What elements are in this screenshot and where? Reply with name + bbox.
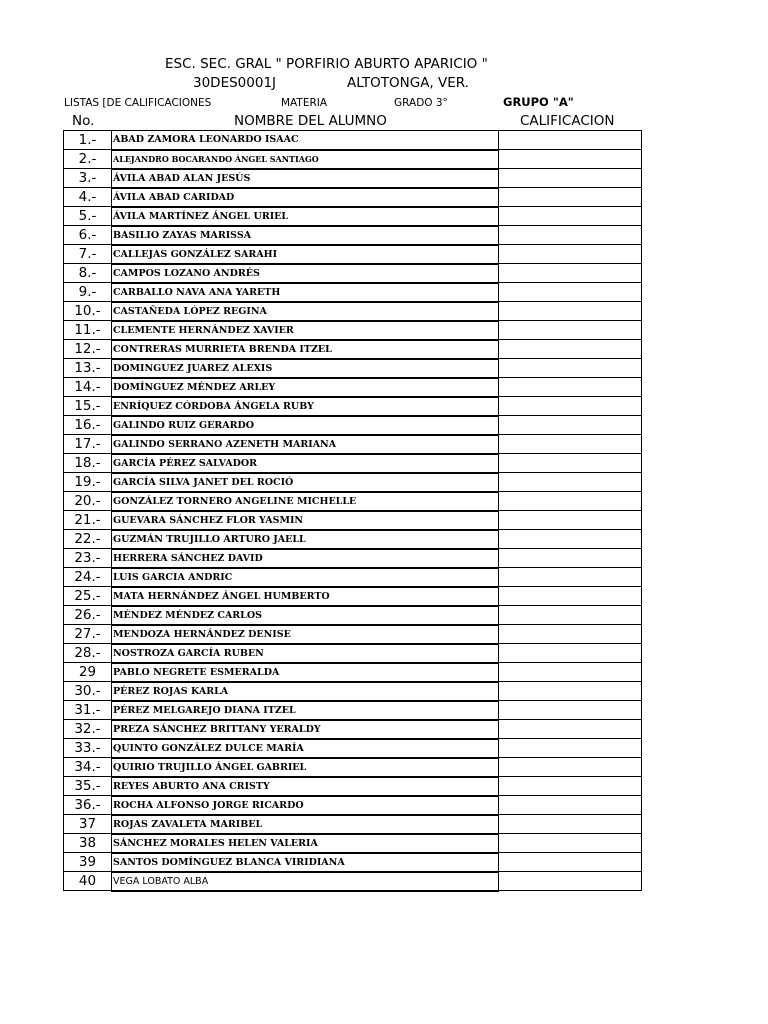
grade-cell[interactable]: [499, 530, 642, 549]
student-number: 12.-: [64, 340, 112, 359]
table-row: [64, 359, 642, 378]
subject-label: MATERIA: [281, 97, 328, 109]
student-name: PREZA SÁNCHEZ BRITTANY YERALDY: [112, 720, 499, 739]
student-number: 27.-: [64, 625, 112, 644]
table-row: [64, 758, 642, 777]
student-number: 39: [64, 853, 112, 872]
student-number: 23.-: [64, 549, 112, 568]
student-number: 2.-: [64, 150, 112, 169]
grade-cell[interactable]: [499, 207, 642, 226]
column-header-grade: CALIFICACION: [520, 113, 615, 129]
school-code: 30DES0001J: [193, 75, 277, 91]
table-row: [64, 834, 642, 853]
grade-cell[interactable]: [499, 473, 642, 492]
table-row: [64, 226, 642, 245]
school-name: ESC. SEC. GRAL " PORFIRIO ABURTO APARICIO ": [165, 56, 488, 72]
table-row: [64, 207, 642, 226]
table-row: [64, 739, 642, 758]
grade-cell[interactable]: [499, 397, 642, 416]
table-row: [64, 340, 642, 359]
student-name: CALLEJAS GONZÁLEZ SARAHI: [112, 245, 499, 264]
grade-cell[interactable]: [499, 758, 642, 777]
grade-cell[interactable]: [499, 625, 642, 644]
student-number: 5.-: [64, 207, 112, 226]
grade-cell[interactable]: [499, 796, 642, 815]
student-name: ALEJANDRO BOCARANDO ÁNGEL SANTIAGO: [112, 150, 499, 169]
student-number: 29: [64, 663, 112, 682]
grade-cell[interactable]: [499, 549, 642, 568]
grade-cell[interactable]: [499, 777, 642, 796]
student-name: ENRÍQUEZ CÓRDOBA ÁNGELA RUBY: [112, 397, 499, 416]
student-number: 4.-: [64, 188, 112, 207]
grade-cell[interactable]: [499, 701, 642, 720]
student-name: CONTRERAS MURRIETA BRENDA ITZEL: [112, 340, 499, 359]
grade-cell[interactable]: [499, 188, 642, 207]
grade-cell[interactable]: [499, 663, 642, 682]
table-row: [64, 682, 642, 701]
table-row: [64, 321, 642, 340]
grade-cell[interactable]: [499, 511, 642, 530]
student-name: PABLO NEGRETE ESMERALDA: [112, 663, 499, 682]
student-name: MÉNDEZ MÉNDEZ CARLOS: [112, 606, 499, 625]
table-row: [64, 815, 642, 834]
grade-cell[interactable]: [499, 131, 642, 150]
grade-level-label: GRADO 3°: [394, 97, 448, 109]
table-row: [64, 169, 642, 188]
table-row: [64, 568, 642, 587]
student-name: VEGA LOBATO ALBA: [112, 872, 499, 891]
grade-cell[interactable]: [499, 568, 642, 587]
student-name: ABAD ZAMORA LEONARDO ISAAC: [112, 131, 499, 150]
student-name: LUIS GARCIA ANDRIC: [112, 568, 499, 587]
grade-cell[interactable]: [499, 492, 642, 511]
school-location: ALTOTONGA, VER.: [347, 75, 469, 91]
table-row: [64, 606, 642, 625]
table-row: [64, 492, 642, 511]
student-number: 21.-: [64, 511, 112, 530]
student-number: 20.-: [64, 492, 112, 511]
student-name: ÁVILA ABAD CARIDAD: [112, 188, 499, 207]
table-row: [64, 150, 642, 169]
student-number: 6.-: [64, 226, 112, 245]
grade-cell[interactable]: [499, 416, 642, 435]
student-number: 38: [64, 834, 112, 853]
table-row: [64, 549, 642, 568]
grade-cell[interactable]: [499, 283, 642, 302]
table-row: [64, 264, 642, 283]
student-name: QUINTO GONZÁLEZ DULCE MARÍA: [112, 739, 499, 758]
group-label: GRUPO "A": [503, 95, 574, 109]
student-name: GARCÍA SILVA JANET DEL ROCIÓ: [112, 473, 499, 492]
student-name: BASILIO ZAYAS MARISSA: [112, 226, 499, 245]
column-header-name: NOMBRE DEL ALUMNO: [234, 113, 387, 129]
student-number: 16.-: [64, 416, 112, 435]
student-name: MENDOZA HERNÁNDEZ DENISE: [112, 625, 499, 644]
student-number: 13.-: [64, 359, 112, 378]
grades-table: [63, 130, 642, 892]
student-number: 24.-: [64, 568, 112, 587]
student-number: 26.-: [64, 606, 112, 625]
student-number: 7.-: [64, 245, 112, 264]
student-name: CAMPOS LOZANO ANDRÉS: [112, 264, 499, 283]
column-header-number: No.: [72, 113, 95, 129]
table-row: [64, 416, 642, 435]
table-row: [64, 853, 642, 872]
student-name: CLEMENTE HERNÁNDEZ XAVIER: [112, 321, 499, 340]
grade-cell[interactable]: [499, 872, 642, 891]
grade-cell[interactable]: [499, 169, 642, 188]
table-row: [64, 587, 642, 606]
student-name: GALINDO RUIZ GERARDO: [112, 416, 499, 435]
grade-cell[interactable]: [499, 226, 642, 245]
table-row: [64, 530, 642, 549]
grade-cell[interactable]: [499, 454, 642, 473]
student-name: ROCHA ALFONSO JORGE RICARDO: [112, 796, 499, 815]
grade-cell[interactable]: [499, 606, 642, 625]
table-row: [64, 397, 642, 416]
student-number: 3.-: [64, 169, 112, 188]
table-row: [64, 644, 642, 663]
student-number: 11.-: [64, 321, 112, 340]
student-number: 14.-: [64, 378, 112, 397]
student-name: GALINDO SERRANO AZENETH MARIANA: [112, 435, 499, 454]
grade-cell[interactable]: [499, 815, 642, 834]
grade-cell[interactable]: [499, 720, 642, 739]
student-name: SÁNCHEZ MORALES HELEN VALERIA: [112, 834, 499, 853]
grade-cell[interactable]: [499, 853, 642, 872]
student-name: QUIRIO TRUJILLO ÁNGEL GABRIEL: [112, 758, 499, 777]
student-number: 8.-: [64, 264, 112, 283]
student-number: 25.-: [64, 587, 112, 606]
student-number: 9.-: [64, 283, 112, 302]
student-name: REYES ABURTO ANA CRISTY: [112, 777, 499, 796]
student-name: GUEVARA SÁNCHEZ FLOR YASMIN: [112, 511, 499, 530]
table-row: [64, 720, 642, 739]
student-name: DOMÍNGUEZ MÉNDEZ ARLEY: [112, 378, 499, 397]
grade-cell[interactable]: [499, 340, 642, 359]
student-name: GARCÍA PÉREZ SALVADOR: [112, 454, 499, 473]
student-name: HERRERA SÁNCHEZ DAVID: [112, 549, 499, 568]
student-number: 36.-: [64, 796, 112, 815]
student-number: 33.-: [64, 739, 112, 758]
student-number: 18.-: [64, 454, 112, 473]
table-row: [64, 454, 642, 473]
grade-cell[interactable]: [499, 321, 642, 340]
grade-cell[interactable]: [499, 150, 642, 169]
student-name: CASTAÑEDA LÓPEZ REGINA: [112, 302, 499, 321]
student-number: 34.-: [64, 758, 112, 777]
student-number: 28.-: [64, 644, 112, 663]
grade-cell[interactable]: [499, 834, 642, 853]
student-name: MATA HERNÁNDEZ ÁNGEL HUMBERTO: [112, 587, 499, 606]
grade-cell[interactable]: [499, 739, 642, 758]
table-row: [64, 473, 642, 492]
student-number: 19.-: [64, 473, 112, 492]
student-number: 37: [64, 815, 112, 834]
table-row: [64, 701, 642, 720]
student-number: 22.-: [64, 530, 112, 549]
grade-cell[interactable]: [499, 302, 642, 321]
grade-cell[interactable]: [499, 435, 642, 454]
student-number: 1.-: [64, 131, 112, 150]
grade-cell[interactable]: [499, 644, 642, 663]
table-row: [64, 283, 642, 302]
grade-cell[interactable]: [499, 264, 642, 283]
table-row: [64, 663, 642, 682]
table-row: [64, 245, 642, 264]
student-number: 35.-: [64, 777, 112, 796]
table-row: [64, 131, 642, 150]
student-number: 30.-: [64, 682, 112, 701]
student-number: 10.-: [64, 302, 112, 321]
student-name: NOSTROZA GARCÍA RUBEN: [112, 644, 499, 663]
student-name: SANTOS DOMÍNGUEZ BLANCA VIRIDIANA: [112, 853, 499, 872]
table-row: [64, 302, 642, 321]
table-row: [64, 188, 642, 207]
table-row: [64, 796, 642, 815]
student-number: 15.-: [64, 397, 112, 416]
table-row: [64, 625, 642, 644]
table-row: [64, 872, 642, 891]
student-name: ÁVILA MARTÍNEZ ÁNGEL URIEL: [112, 207, 499, 226]
student-name: PÉREZ MELGAREJO DIANA ITZEL: [112, 701, 499, 720]
student-number: 31.-: [64, 701, 112, 720]
student-name: PÉREZ ROJAS KARLA: [112, 682, 499, 701]
student-number: 17.-: [64, 435, 112, 454]
student-name: CARBALLO NAVA ANA YARETH: [112, 283, 499, 302]
student-number: 32.-: [64, 720, 112, 739]
student-name: GONZÁLEZ TORNERO ANGELINE MICHELLE: [112, 492, 499, 511]
student-name: ÁVILA ABAD ALAN JESÚS: [112, 169, 499, 188]
grade-cell[interactable]: [499, 587, 642, 606]
grade-cell[interactable]: [499, 378, 642, 397]
list-label: LISTAS [DE CALIFICACIONES: [64, 97, 212, 109]
table-row: [64, 378, 642, 397]
student-name: GUZMÁN TRUJILLO ARTURO JAELL: [112, 530, 499, 549]
grade-cell[interactable]: [499, 682, 642, 701]
table-row: [64, 435, 642, 454]
student-number: 40: [64, 872, 112, 891]
grade-cell[interactable]: [499, 245, 642, 264]
table-row: [64, 511, 642, 530]
student-name: DOMINGUEZ JUAREZ ALEXIS: [112, 359, 499, 378]
grade-cell[interactable]: [499, 359, 642, 378]
table-row: [64, 777, 642, 796]
student-name: ROJAS ZAVALETA MARIBEL: [112, 815, 499, 834]
